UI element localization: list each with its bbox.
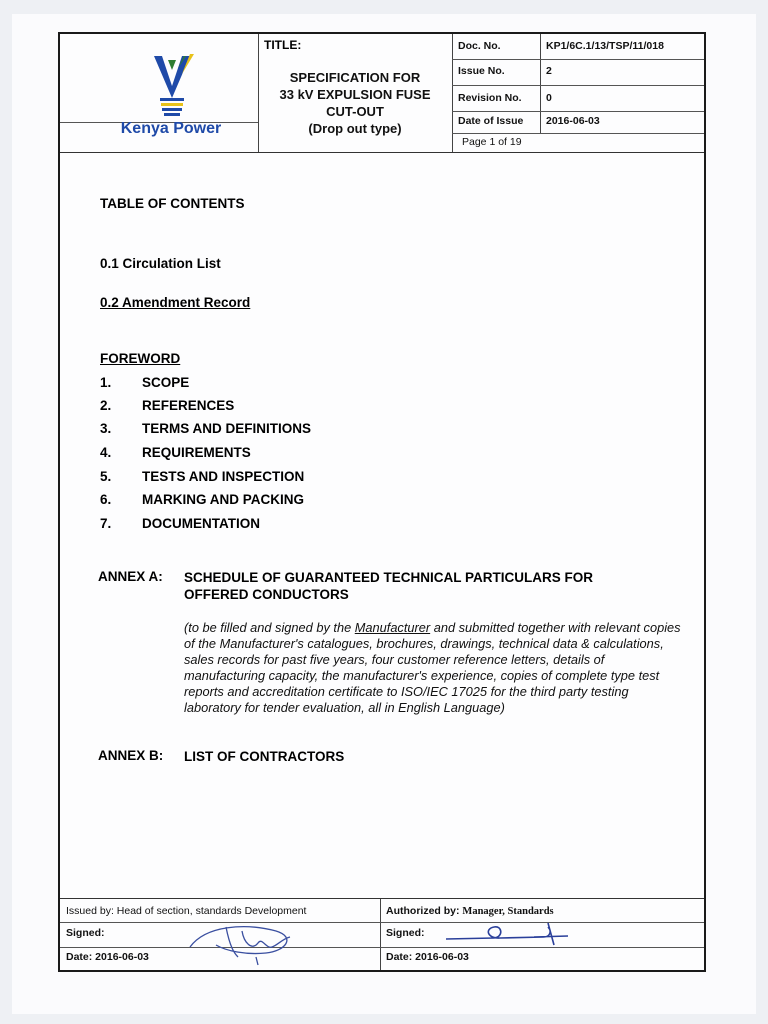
footer-row-line [60,947,704,948]
toc-section-terms: TERMS AND DEFINITIONS [142,421,312,436]
date-of-issue-label: Date of Issue [458,115,524,127]
logo-mark-icon [90,52,252,118]
title-line: 33 kV EXPULSION FUSE [279,87,431,102]
date-right: Date: 2016-06-03 [386,951,469,963]
toc-section-number: 6. [100,492,112,507]
annex-b-title: LIST OF CONTRACTORS [184,749,345,764]
toc-section-references: REFERENCES [142,398,235,413]
annex-a-title-line: OFFERED CONDUCTORS [184,587,349,602]
header-row-line [452,133,704,134]
title-line: SPECIFICATION FOR [289,70,421,85]
header-row-line [452,59,704,60]
header-divider [452,34,453,152]
authorized-by [386,905,554,917]
issued-by: Issued by: Head of section, standards Development [66,905,307,917]
annex-a-note [184,620,684,716]
doc-no-label: Doc. No. [458,40,501,52]
authorized-by-label: Authorized by: [386,905,460,917]
signature-right-icon [444,917,574,947]
toc-section-marking: MARKING AND PACKING [142,492,304,507]
header-divider [258,34,259,152]
page-number: Page 1 of 19 [462,136,522,148]
header-divider [540,34,541,134]
note-text: (to be filled and signed by the [184,620,355,635]
annex-a-label: ANNEX A: [98,569,163,584]
header-row-line [452,111,704,112]
toc-section-number: 7. [100,516,112,531]
header-bottom-border [60,152,704,153]
toc-item-foreword: FOREWORD [100,351,181,366]
revision-label: Revision No. [458,92,522,104]
header-row-line [452,85,704,86]
toc-item-amendment-record: 0.2 Amendment Record [100,295,251,310]
issue-no-value: 2 [546,65,552,77]
toc-section-number: 4. [100,445,112,460]
toc-section-requirements: REQUIREMENTS [142,445,251,460]
footer-row-line [60,922,704,923]
revision-value: 0 [546,92,552,104]
doc-no-value: KP1/6C.1/13/TSP/11/018 [546,40,664,52]
note-text: and submitted together with relevant copies of the Manufacturer's catalogues, brochures, drawings, technical data & calculations, sales records for past five years, four customer reference letters, details of manufacturing capacity, the manufacturer's experience, copies of complete type test reports and accreditation certificate to ISO/IEC 17025 for the third party testing laboratory for tender evaluation, all in English Language) [184,620,681,715]
signed-right-label: Signed: [386,927,425,939]
document-title [260,69,450,137]
annex-a-title [184,569,593,603]
signed-left-label: Signed: [66,927,105,939]
date-of-issue-value: 2016-06-03 [546,115,600,127]
toc-section-scope: SCOPE [142,375,190,390]
annex-a-title-line: SCHEDULE OF GUARANTEED TECHNICAL PARTICULARS FOR [184,570,594,585]
toc-section-number: 5. [100,469,112,484]
toc-heading: TABLE OF CONTENTS [100,196,245,211]
note-manufacturer: Manufacturer [354,620,431,635]
toc-section-tests: TESTS AND INSPECTION [142,469,305,484]
title-line: (Drop out type) [308,121,402,136]
kenya-power-logo [90,52,230,142]
toc-section-number: 1. [100,375,112,390]
toc-section-number: 2. [100,398,112,413]
title-line: CUT-OUT [326,104,384,119]
date-left: Date: 2016-06-03 [66,951,149,963]
issue-no-label: Issue No. [458,65,505,77]
toc-item-circulation-list: 0.1 Circulation List [100,256,221,271]
signature-left-icon [186,917,306,967]
approval-table [60,898,704,970]
title-label: TITLE: [264,38,302,52]
brand-name: Kenya Power [120,120,222,137]
document-frame [58,32,706,972]
toc-section-documentation: DOCUMENTATION [142,516,260,531]
annex-b-label: ANNEX B: [98,748,164,763]
authorized-by-value: Manager, Standards [462,906,554,917]
toc-section-number: 3. [100,421,112,436]
footer-divider [380,899,381,970]
